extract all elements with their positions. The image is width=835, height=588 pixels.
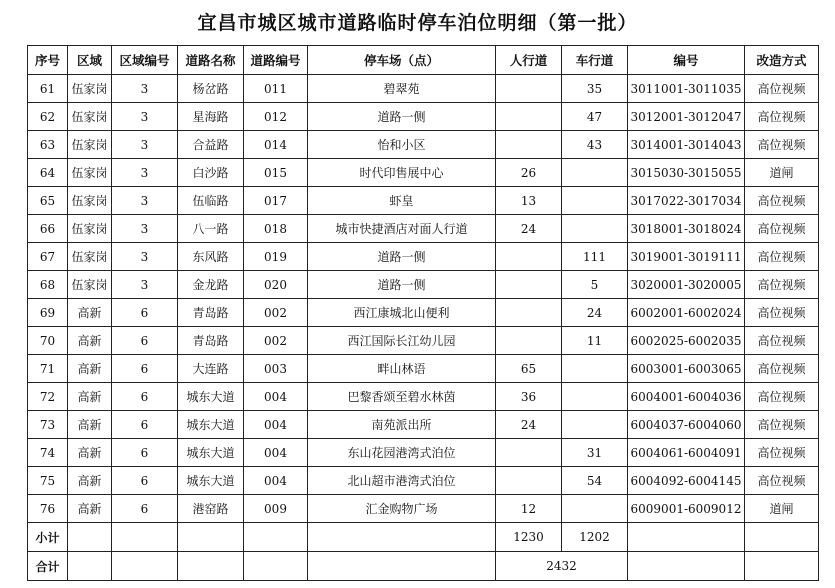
slot-range: 6009001-6009012: [628, 495, 745, 523]
table-row: [28, 299, 819, 327]
road-name: 杨岔路: [178, 75, 244, 103]
roadway-count: [562, 495, 628, 523]
district: 高新: [68, 411, 112, 439]
road-name: 城东大道: [178, 467, 244, 495]
road-name: 星海路: [178, 103, 244, 131]
renovation-method: 高位视频: [745, 271, 819, 299]
total-value: 2432: [496, 552, 628, 581]
roadway-count: 47: [562, 103, 628, 131]
renovation-method: 高位视频: [745, 411, 819, 439]
road-code: 017: [244, 187, 308, 215]
road-code: 014: [244, 131, 308, 159]
road-name: 青岛路: [178, 299, 244, 327]
row-index: 76: [28, 495, 68, 523]
sidewalk-count: [496, 299, 562, 327]
slot-range: 6003001-6003065: [628, 355, 745, 383]
parking-spot: 西江康城北山便利: [308, 299, 496, 327]
slot-range: 6004061-6004091: [628, 439, 745, 467]
renovation-method: 高位视频: [745, 327, 819, 355]
slot-range: 3020001-3020005: [628, 271, 745, 299]
renovation-method: 高位视频: [745, 75, 819, 103]
total-label: 合计: [28, 552, 68, 581]
row-index: 69: [28, 299, 68, 327]
roadway-count: [562, 411, 628, 439]
row-index: 65: [28, 187, 68, 215]
header-cell: 区域: [68, 46, 112, 75]
roadway-count: [562, 187, 628, 215]
header-cell: 人行道: [496, 46, 562, 75]
road-code: 003: [244, 355, 308, 383]
parking-spot: 虾皇: [308, 187, 496, 215]
row-index: 75: [28, 467, 68, 495]
road-code: 011: [244, 75, 308, 103]
row-index: 62: [28, 103, 68, 131]
row-index: 66: [28, 215, 68, 243]
row-index: 74: [28, 439, 68, 467]
road-name: 青岛路: [178, 327, 244, 355]
district-code: 3: [112, 131, 178, 159]
district: 高新: [68, 495, 112, 523]
header-cell: 车行道: [562, 46, 628, 75]
table-row: [28, 271, 819, 299]
parking-spot: 怡和小区: [308, 131, 496, 159]
parking-spot: 北山超市港湾式泊位: [308, 467, 496, 495]
table-row: [28, 215, 819, 243]
district: 伍家岗: [68, 103, 112, 131]
road-code: 015: [244, 159, 308, 187]
sidewalk-count: [496, 467, 562, 495]
district-code: 6: [112, 495, 178, 523]
table-row: [28, 439, 819, 467]
slot-range: 3011001-3011035: [628, 75, 745, 103]
header-row: [28, 46, 819, 75]
roadway-count: 111: [562, 243, 628, 271]
roadway-count: [562, 355, 628, 383]
sidewalk-count: [496, 243, 562, 271]
road-code: 004: [244, 411, 308, 439]
district: 高新: [68, 299, 112, 327]
table-row: [28, 75, 819, 103]
parking-spot: 南苑派出所: [308, 411, 496, 439]
table-row: [28, 383, 819, 411]
table-row: [28, 159, 819, 187]
district: 伍家岗: [68, 75, 112, 103]
slot-range: 3012001-3012047: [628, 103, 745, 131]
parking-spot: 畔山林语: [308, 355, 496, 383]
sidewalk-count: 36: [496, 383, 562, 411]
page-title: 宜昌市城区城市道路临时停车泊位明细（第一批）: [197, 12, 638, 34]
header-cell: 序号: [28, 46, 68, 75]
slot-range: 3018001-3018024: [628, 215, 745, 243]
road-code: 004: [244, 383, 308, 411]
renovation-method: 高位视频: [745, 439, 819, 467]
roadway-count: 54: [562, 467, 628, 495]
district: 高新: [68, 467, 112, 495]
row-index: 72: [28, 383, 68, 411]
district: 伍家岗: [68, 159, 112, 187]
sidewalk-count: [496, 103, 562, 131]
roadway-count: 11: [562, 327, 628, 355]
roadway-count: [562, 383, 628, 411]
header-cell: 道路编号: [244, 46, 308, 75]
total-row: [28, 552, 819, 581]
district-code: 6: [112, 355, 178, 383]
road-name: 八一路: [178, 215, 244, 243]
roadway-count: [562, 159, 628, 187]
road-name: 城东大道: [178, 383, 244, 411]
parking-spot: 时代印售展中心: [308, 159, 496, 187]
sidewalk-count: 26: [496, 159, 562, 187]
slot-range: 3017022-3017034: [628, 187, 745, 215]
district-code: 6: [112, 299, 178, 327]
subtotal-sidewalk: 1230: [496, 523, 562, 552]
district: 高新: [68, 383, 112, 411]
sidewalk-count: 65: [496, 355, 562, 383]
renovation-method: 道闸: [745, 495, 819, 523]
header-cell: 道路名称: [178, 46, 244, 75]
district: 高新: [68, 439, 112, 467]
parking-table: [27, 45, 819, 581]
road-code: 019: [244, 243, 308, 271]
slot-range: 3014001-3014043: [628, 131, 745, 159]
roadway-count: [562, 215, 628, 243]
renovation-method: 高位视频: [745, 243, 819, 271]
sidewalk-count: 13: [496, 187, 562, 215]
district-code: 6: [112, 439, 178, 467]
road-name: 合益路: [178, 131, 244, 159]
roadway-count: 35: [562, 75, 628, 103]
road-name: 城东大道: [178, 411, 244, 439]
table-row: [28, 243, 819, 271]
table-row: [28, 327, 819, 355]
road-code: 002: [244, 299, 308, 327]
district-code: 6: [112, 411, 178, 439]
table-row: [28, 187, 819, 215]
subtotal-roadway: 1202: [562, 523, 628, 552]
slot-range: 6004001-6004036: [628, 383, 745, 411]
district-code: 3: [112, 103, 178, 131]
sidewalk-count: 24: [496, 411, 562, 439]
road-name: 港窑路: [178, 495, 244, 523]
table-row: [28, 355, 819, 383]
district: 伍家岗: [68, 131, 112, 159]
slot-range: 6004037-6004060: [628, 411, 745, 439]
row-index: 63: [28, 131, 68, 159]
district: 伍家岗: [68, 271, 112, 299]
road-name: 白沙路: [178, 159, 244, 187]
roadway-count: 31: [562, 439, 628, 467]
table-row: [28, 467, 819, 495]
district-code: 6: [112, 327, 178, 355]
parking-spot: 汇金购物广场: [308, 495, 496, 523]
district-code: 3: [112, 159, 178, 187]
district: 伍家岗: [68, 243, 112, 271]
header-cell: 编号: [628, 46, 745, 75]
sidewalk-count: 12: [496, 495, 562, 523]
road-code: 009: [244, 495, 308, 523]
renovation-method: 高位视频: [745, 131, 819, 159]
table-row: [28, 103, 819, 131]
parking-spot: 城市快捷酒店对面人行道: [308, 215, 496, 243]
renovation-method: 高位视频: [745, 299, 819, 327]
renovation-method: 高位视频: [745, 103, 819, 131]
slot-range: 6002025-6002035: [628, 327, 745, 355]
slot-range: 6004092-6004145: [628, 467, 745, 495]
district-code: 3: [112, 75, 178, 103]
parking-spot: 巴黎香颂至碧水林茵: [308, 383, 496, 411]
sidewalk-count: [496, 271, 562, 299]
roadway-count: 43: [562, 131, 628, 159]
sidewalk-count: 24: [496, 215, 562, 243]
subtotal-row: [28, 523, 819, 552]
road-code: 002: [244, 327, 308, 355]
parking-spot: 西江国际长江幼儿园: [308, 327, 496, 355]
parking-spot: 道路一侧: [308, 271, 496, 299]
district: 伍家岗: [68, 187, 112, 215]
renovation-method: 高位视频: [745, 187, 819, 215]
row-index: 70: [28, 327, 68, 355]
slot-range: 3015030-3015055: [628, 159, 745, 187]
row-index: 71: [28, 355, 68, 383]
district-code: 3: [112, 271, 178, 299]
district-code: 3: [112, 243, 178, 271]
renovation-method: 高位视频: [745, 355, 819, 383]
header-cell: 改造方式: [745, 46, 819, 75]
header-cell: 停车场（点）: [308, 46, 496, 75]
district: 高新: [68, 327, 112, 355]
slot-range: 6002001-6002024: [628, 299, 745, 327]
district-code: 6: [112, 383, 178, 411]
renovation-method: 高位视频: [745, 383, 819, 411]
parking-spot: 道路一侧: [308, 243, 496, 271]
district-code: 3: [112, 187, 178, 215]
table-row: [28, 411, 819, 439]
district: 伍家岗: [68, 215, 112, 243]
district-code: 3: [112, 215, 178, 243]
row-index: 68: [28, 271, 68, 299]
row-index: 64: [28, 159, 68, 187]
slot-range: 3019001-3019111: [628, 243, 745, 271]
row-index: 67: [28, 243, 68, 271]
road-name: 城东大道: [178, 439, 244, 467]
sidewalk-count: [496, 327, 562, 355]
table-row: [28, 131, 819, 159]
road-name: 金龙路: [178, 271, 244, 299]
parking-spot: 东山花园港湾式泊位: [308, 439, 496, 467]
subtotal-label: 小计: [28, 523, 68, 552]
parking-spot: 碧翠苑: [308, 75, 496, 103]
renovation-method: 道闸: [745, 159, 819, 187]
roadway-count: 24: [562, 299, 628, 327]
row-index: 73: [28, 411, 68, 439]
road-name: 东风路: [178, 243, 244, 271]
sidewalk-count: [496, 131, 562, 159]
header-cell: 区域编号: [112, 46, 178, 75]
road-name: 伍临路: [178, 187, 244, 215]
sidewalk-count: [496, 75, 562, 103]
road-code: 018: [244, 215, 308, 243]
road-name: 大连路: [178, 355, 244, 383]
parking-spot: 道路一侧: [308, 103, 496, 131]
renovation-method: 高位视频: [745, 467, 819, 495]
road-code: 012: [244, 103, 308, 131]
road-code: 020: [244, 271, 308, 299]
district: 高新: [68, 355, 112, 383]
road-code: 004: [244, 439, 308, 467]
road-code: 004: [244, 467, 308, 495]
roadway-count: 5: [562, 271, 628, 299]
district-code: 6: [112, 467, 178, 495]
table-row: [28, 495, 819, 523]
sidewalk-count: [496, 439, 562, 467]
row-index: 61: [28, 75, 68, 103]
renovation-method: 高位视频: [745, 215, 819, 243]
